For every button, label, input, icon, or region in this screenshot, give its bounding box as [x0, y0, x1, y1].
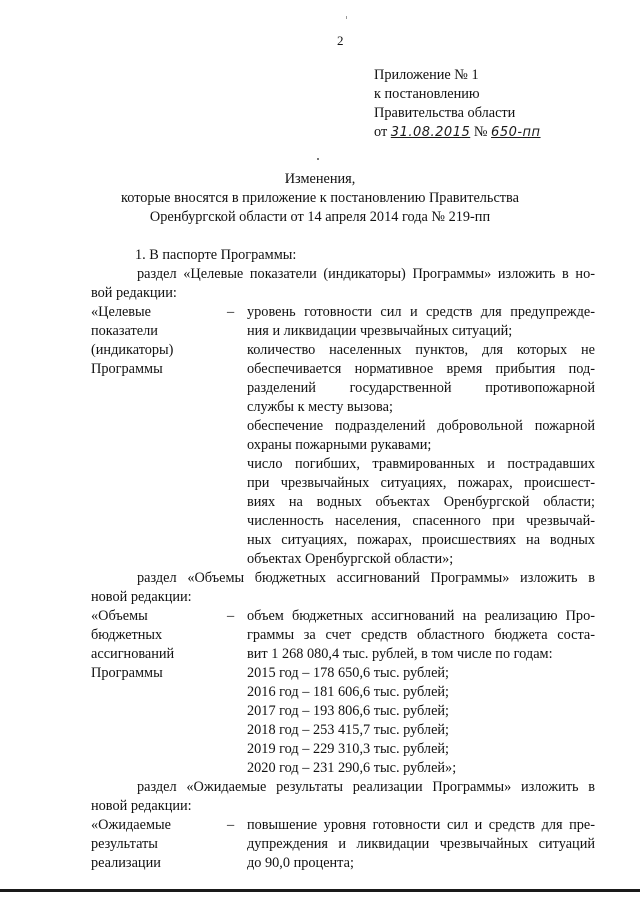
number-sign: №	[473, 124, 488, 140]
handwritten-date: 31.08.2015	[390, 125, 471, 140]
budget-year-2018: 2018 год – 253 415,7 тыс. рублей;	[247, 722, 450, 738]
budget-year-2015: 2015 год – 178 650,6 тыс. рублей;	[247, 665, 450, 681]
budget-label-1: «Объемы	[91, 608, 148, 624]
indicators-text-1: уровень готовности сил и средств для предупрежде-	[247, 304, 595, 320]
indicators-text-5: разделений государственной противопожарной	[247, 380, 595, 396]
budget-label-4: Программы	[91, 665, 163, 681]
budget-text-1: объем бюджетных ассигнований на реализацию Про-	[247, 608, 595, 624]
appendix-line-3: Правительства области	[374, 105, 516, 121]
intro1-line-1: раздел «Целевые показатели (индикаторы) Программы» изложить в но-	[137, 266, 595, 282]
scan-bottom-edge	[0, 889, 640, 892]
intro3-line-1: раздел «Ожидаемые результаты реализации Программы» изложить в	[137, 779, 595, 795]
appendix-date-line	[374, 123, 541, 142]
scan-dot	[317, 158, 319, 160]
title-line-3: Оренбургской области от 14 апреля 2014 года № 219-пп	[149, 209, 491, 225]
results-dash: –	[227, 817, 235, 833]
budget-text-3: вит 1 268 080,4 тыс. рублей, в том числе по годам:	[247, 646, 553, 662]
indicators-text-9: число погибших, травмированных и пострадавших	[247, 456, 595, 472]
intro2-line-2: новой редакции:	[91, 589, 192, 605]
indicators-text-14: объектах Оренбургской области»;	[247, 551, 454, 567]
indicators-text-2: ния и ликвидации чрезвычайных ситуаций;	[247, 323, 513, 339]
intro2-line-1: раздел «Объемы бюджетных ассигнований Программы» изложить в	[137, 570, 595, 586]
results-text-2: дупреждения и ликвидации чрезвычайных ситуаций	[247, 836, 595, 852]
intro3-line-2: новой редакции:	[91, 798, 192, 814]
indicators-text-6: службы к месту вызова;	[247, 399, 393, 415]
budget-label-2: бюджетных	[91, 627, 163, 643]
title-line-1: Изменения,	[284, 171, 356, 187]
indicators-text-7: обеспечение подразделений добровольной пожарной	[247, 418, 595, 434]
indicators-label-2: показатели	[91, 323, 158, 339]
indicators-text-8: охраны пожарными рукавами;	[247, 437, 432, 453]
section-heading: 1. В паспорте Программы:	[135, 247, 297, 263]
results-label-2: результаты	[91, 836, 158, 852]
handwritten-number: 650-пп	[491, 125, 541, 140]
budget-text-2: граммы за счет средств областного бюджета соста-	[247, 627, 595, 643]
budget-year-2020: 2020 год – 231 290,6 тыс. рублей»;	[247, 760, 457, 776]
indicators-label-1: «Целевые	[91, 304, 152, 320]
indicators-text-4: обеспечивается нормативное время прибытия под-	[247, 361, 595, 377]
indicators-text-13: ных ситуациях, пожарах, происшествиях на водных	[247, 532, 595, 548]
appendix-line-1: Приложение № 1	[374, 67, 479, 83]
indicators-label-4: Программы	[91, 361, 163, 377]
indicators-label-3: (индикаторы)	[91, 342, 174, 358]
indicators-text-3: количество населенных пунктов, для которых не	[247, 342, 595, 358]
results-text-3: до 90,0 процента;	[247, 855, 354, 871]
intro1-line-2: вой редакции:	[91, 285, 177, 301]
scan-mark	[346, 16, 347, 19]
budget-year-2019: 2019 год – 229 310,3 тыс. рублей;	[247, 741, 450, 757]
budget-label-3: ассигнований	[91, 646, 175, 662]
results-text-1: повышение уровня готовности сил и средств для пре-	[247, 817, 595, 833]
date-prefix: от	[374, 124, 388, 140]
indicators-dash: –	[227, 304, 235, 320]
appendix-line-2: к постановлению	[374, 86, 480, 102]
page-number: 2	[337, 33, 344, 48]
results-label-1: «Ожидаемые	[91, 817, 171, 833]
indicators-text-10: при чрезвычайных ситуациях, пожарах, происшест-	[247, 475, 595, 491]
budget-year-2016: 2016 год – 181 606,6 тыс. рублей;	[247, 684, 450, 700]
indicators-text-11: виях на водных объектах Оренбургской области;	[247, 494, 595, 510]
indicators-text-12: численность населения, спасенного при чрезвычай-	[247, 513, 595, 529]
budget-year-2017: 2017 год – 193 806,6 тыс. рублей;	[247, 703, 450, 719]
results-label-3: реализации	[91, 855, 161, 871]
title-line-2: которые вносятся в приложение к постановлению Правительства	[121, 190, 519, 206]
budget-dash: –	[227, 608, 235, 624]
